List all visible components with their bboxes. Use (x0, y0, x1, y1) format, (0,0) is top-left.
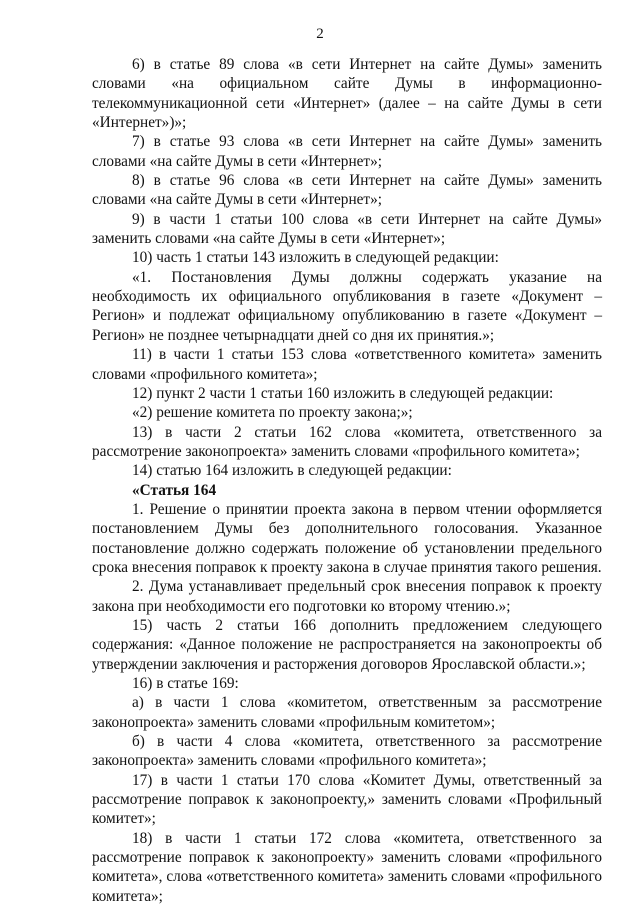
article-164-part-1: 1. Решение о принятии проекта закона в первом чтении оформляется постановлением Думы без дополнительного голосования. Указанное постановление должно содержать положение об установлении предельного срока внесения поправок к проекту закона в случае принятия такого решения. (92, 500, 602, 576)
article-164-part-2: 2. Дума устанавливает предельный срок внесения поправок к проекту закона при необходимости его подготовки ко второму чтению.»; (92, 578, 602, 615)
paragraph-item-17: 17) в части 1 статьи 170 слова «Комитет Думы, ответственный за рассмотрение поправок к законопроекту,» заменить словами «Профильный комитет»; (92, 771, 602, 828)
paragraph-quote-article-143: «1. Постановления Думы должны содержать указание на необходимость их официального опубликования в газете «Документ – Регион» и подлежат официальному опубликованию в газете «Документ – Регион» не позднее четырнадцати дней со дня их принятия.»; (92, 268, 602, 344)
paragraph-item-12: 12) пункт 2 части 1 статьи 160 изложить в следующей редакции: (132, 384, 554, 402)
paragraph-item-15: 15) часть 2 статьи 166 дополнить предложением следующего содержания: «Данное положение не распространяется на законопроекты об утверждении заключения и расторжения договоров Ярославской области.»; (92, 616, 602, 673)
paragraph-item-6: 6) в статье 89 слова «в сети Интернет на сайте Думы» заменить словами «на официальном сайте Думы в информационно-телекоммуникационной сети «Интернет» (далее – на сайте Думы в сети «Интернет»)»; (92, 56, 602, 132)
page-number: 2 (316, 26, 324, 42)
paragraph-item-14: 14) статью 164 изложить в следующей редакции: (132, 462, 452, 480)
paragraph-quote-article-160: «2) решение комитета по проекту закона;»; (132, 404, 413, 422)
paragraph-item-13: 13) в части 2 статьи 162 слова «комитета, ответственного за рассмотрение законопроекта» заменить словами «профильного комитета»; (92, 423, 602, 460)
document-body (92, 55, 602, 906)
paragraph-item-8: 8) в статье 96 слова «в сети Интернет на сайте Думы» заменить словами «на сайте Думы в сети «Интернет»; (92, 172, 602, 209)
paragraph-item-16-a: а) в части 1 слова «комитетом, ответственным за рассмотрение законопроекта» заменить словами «профильным комитетом»; (92, 694, 602, 731)
paragraph-item-16-b: б) в части 4 слова «комитета, ответственного за рассмотрение законопроекта» заменить словами «профильного комитета»; (92, 733, 602, 770)
paragraph-item-10: 10) часть 1 статьи 143 изложить в следующей редакции: (132, 249, 499, 267)
paragraph-item-18: 18) в части 1 статьи 172 слова «комитета, ответственного за рассмотрение поправок к законопроекту» заменить словами «профильного комитета», слова «ответственного комитета» заменить словами «профильного комитета»; (92, 829, 602, 905)
paragraph-item-9: 9) в части 1 статьи 100 слова «в сети Интернет на сайте Думы» заменить словами «на сайте Думы в сети «Интернет»; (92, 210, 602, 248)
paragraph-item-7: 7) в статье 93 слова «в сети Интернет на сайте Думы» заменить словами «на сайте Думы в сети «Интернет»; (92, 133, 602, 170)
article-164-heading: «Статья 164 (132, 481, 217, 499)
paragraph-item-11: 11) в части 1 статьи 153 слова «ответственного комитета» заменить словами «профильного комитета»; (92, 346, 602, 383)
paragraph-item-16: 16) в статье 169: (132, 675, 239, 692)
